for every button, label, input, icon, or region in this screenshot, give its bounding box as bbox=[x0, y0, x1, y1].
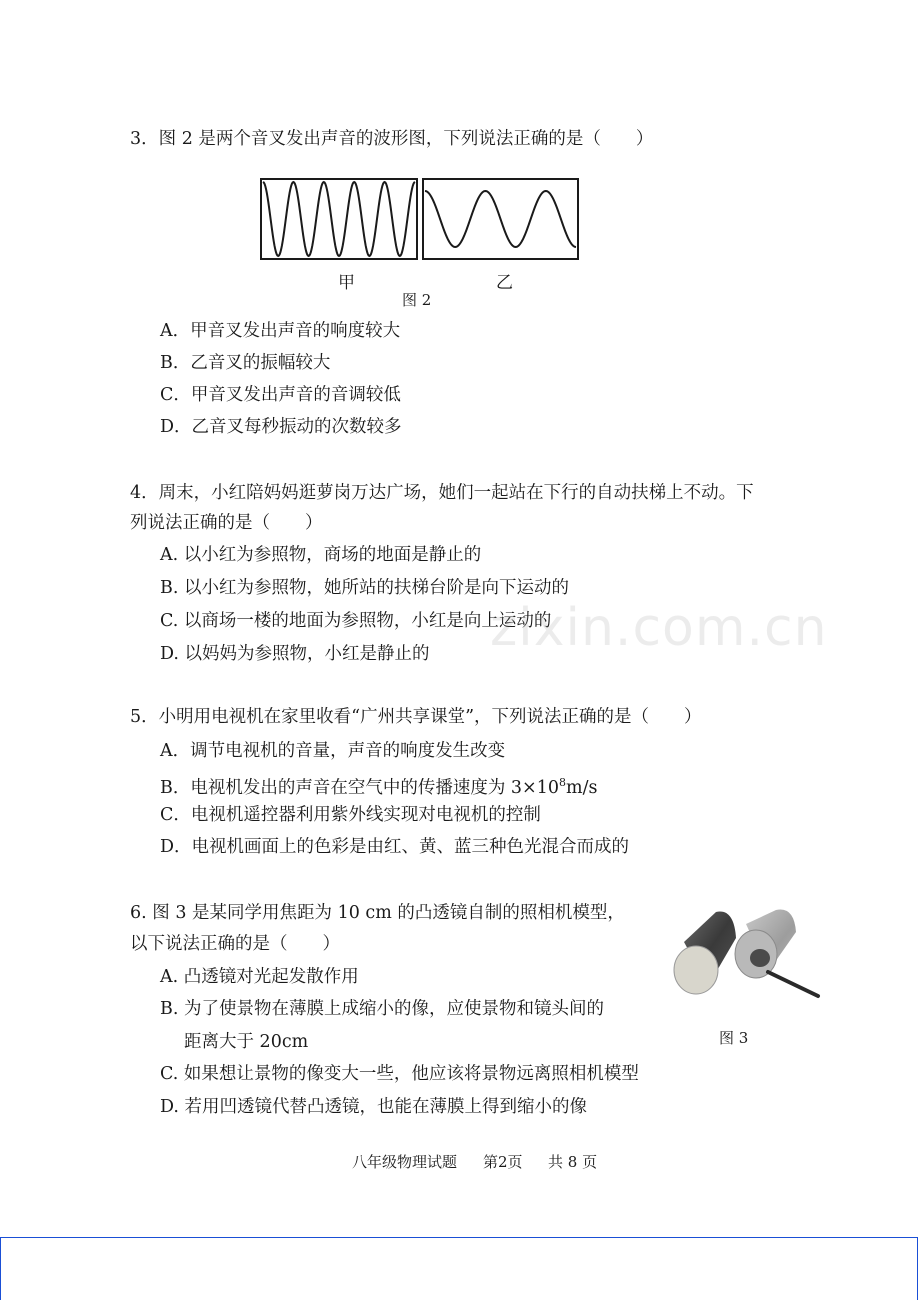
q5-option-d: D．电视机画面上的色彩是由红、黄、蓝三种色光混合而成的 bbox=[160, 837, 630, 857]
figure-2-caption: 图 2 bbox=[402, 291, 432, 309]
q3-option-d: D．乙音叉每秒振动的次数较多 bbox=[160, 417, 402, 437]
q3-option-c: C．甲音叉发出声音的音调较低 bbox=[160, 385, 401, 405]
q4-stem-line1: 4．周末，小红陪妈妈逛萝岗万达广场，她们一起站在下行的自动扶梯上不动。下 bbox=[130, 483, 754, 503]
q3-option-a: A．甲音叉发出声音的响度较大 bbox=[160, 321, 401, 341]
q5-option-b bbox=[160, 772, 597, 799]
inner-tube-end bbox=[674, 946, 718, 994]
figure-2-label-yi: 乙 bbox=[496, 273, 513, 293]
footer-total-pages: 共 8 页 bbox=[548, 1153, 598, 1171]
q4-option-c: C. 以商场一楼的地面为参照物，小红是向上运动的 bbox=[160, 611, 552, 631]
q5-option-b-text: B．电视机发出的声音在空气中的传播速度为 3×10 bbox=[160, 777, 559, 798]
q5-option-c: C．电视机遥控器利用紫外线实现对电视机的控制 bbox=[160, 805, 541, 825]
q3-option-b: B．乙音叉的振幅较大 bbox=[160, 353, 331, 373]
watermark: zixin.com.cn bbox=[490, 598, 828, 658]
q6-stem-line1: 6. 图 3 是某同学用焦距为 10 cm 的凸透镜自制的照相机模型， bbox=[130, 903, 625, 923]
q5-option-b-unit: m/s bbox=[566, 777, 598, 798]
q3-stem: 3．图 2 是两个音叉发出声音的波形图，下列说法正确的是（ ） bbox=[130, 129, 654, 149]
figure-2-waveforms bbox=[260, 178, 580, 260]
q5-option-b-exponent: 8 bbox=[559, 776, 566, 789]
q6-option-b-line1: B. 为了使景物在薄膜上成缩小的像，应使景物和镜头间的 bbox=[160, 999, 604, 1019]
figure-3-caption: 图 3 bbox=[719, 1029, 749, 1047]
footer-page-number: 第2页 bbox=[483, 1153, 523, 1171]
q6-option-c: C. 如果想让景物的像变大一些，他应该将景物远离照相机模型 bbox=[160, 1064, 639, 1084]
q5-stem: 5．小明用电视机在家里收看“广州共享课堂”，下列说法正确的是（ ） bbox=[130, 707, 702, 727]
q4-stem-line2: 列说法正确的是（ ） bbox=[130, 513, 323, 533]
q5-option-a: A．调节电视机的音量，声音的响度发生改变 bbox=[160, 741, 506, 761]
bottom-frame bbox=[0, 1237, 918, 1300]
lens-opening bbox=[750, 949, 770, 967]
waveform-jia bbox=[263, 182, 415, 256]
q6-option-d: D. 若用凹透镜代替凸透镜，也能在薄膜上得到缩小的像 bbox=[160, 1097, 588, 1117]
waveform-yi bbox=[425, 191, 576, 247]
q4-option-a: A. 以小红为参照物，商场的地面是静止的 bbox=[160, 545, 482, 565]
q4-option-b: B. 以小红为参照物，她所站的扶梯台阶是向下运动的 bbox=[160, 578, 569, 598]
q6-option-b-line2: 距离大于 20cm bbox=[184, 1032, 309, 1052]
q4-option-d: D. 以妈妈为参照物，小红是静止的 bbox=[160, 644, 430, 664]
handle bbox=[768, 972, 818, 996]
footer-subject: 八年级物理试题 bbox=[352, 1153, 458, 1171]
waveform-jia-frame bbox=[261, 179, 417, 259]
q6-stem-line2: 以下说法正确的是（ ） bbox=[130, 934, 340, 954]
figure-3-camera-model bbox=[668, 902, 824, 1006]
figure-2-label-jia: 甲 bbox=[338, 273, 355, 293]
q6-option-a: A. 凸透镜对光起发散作用 bbox=[160, 967, 359, 987]
